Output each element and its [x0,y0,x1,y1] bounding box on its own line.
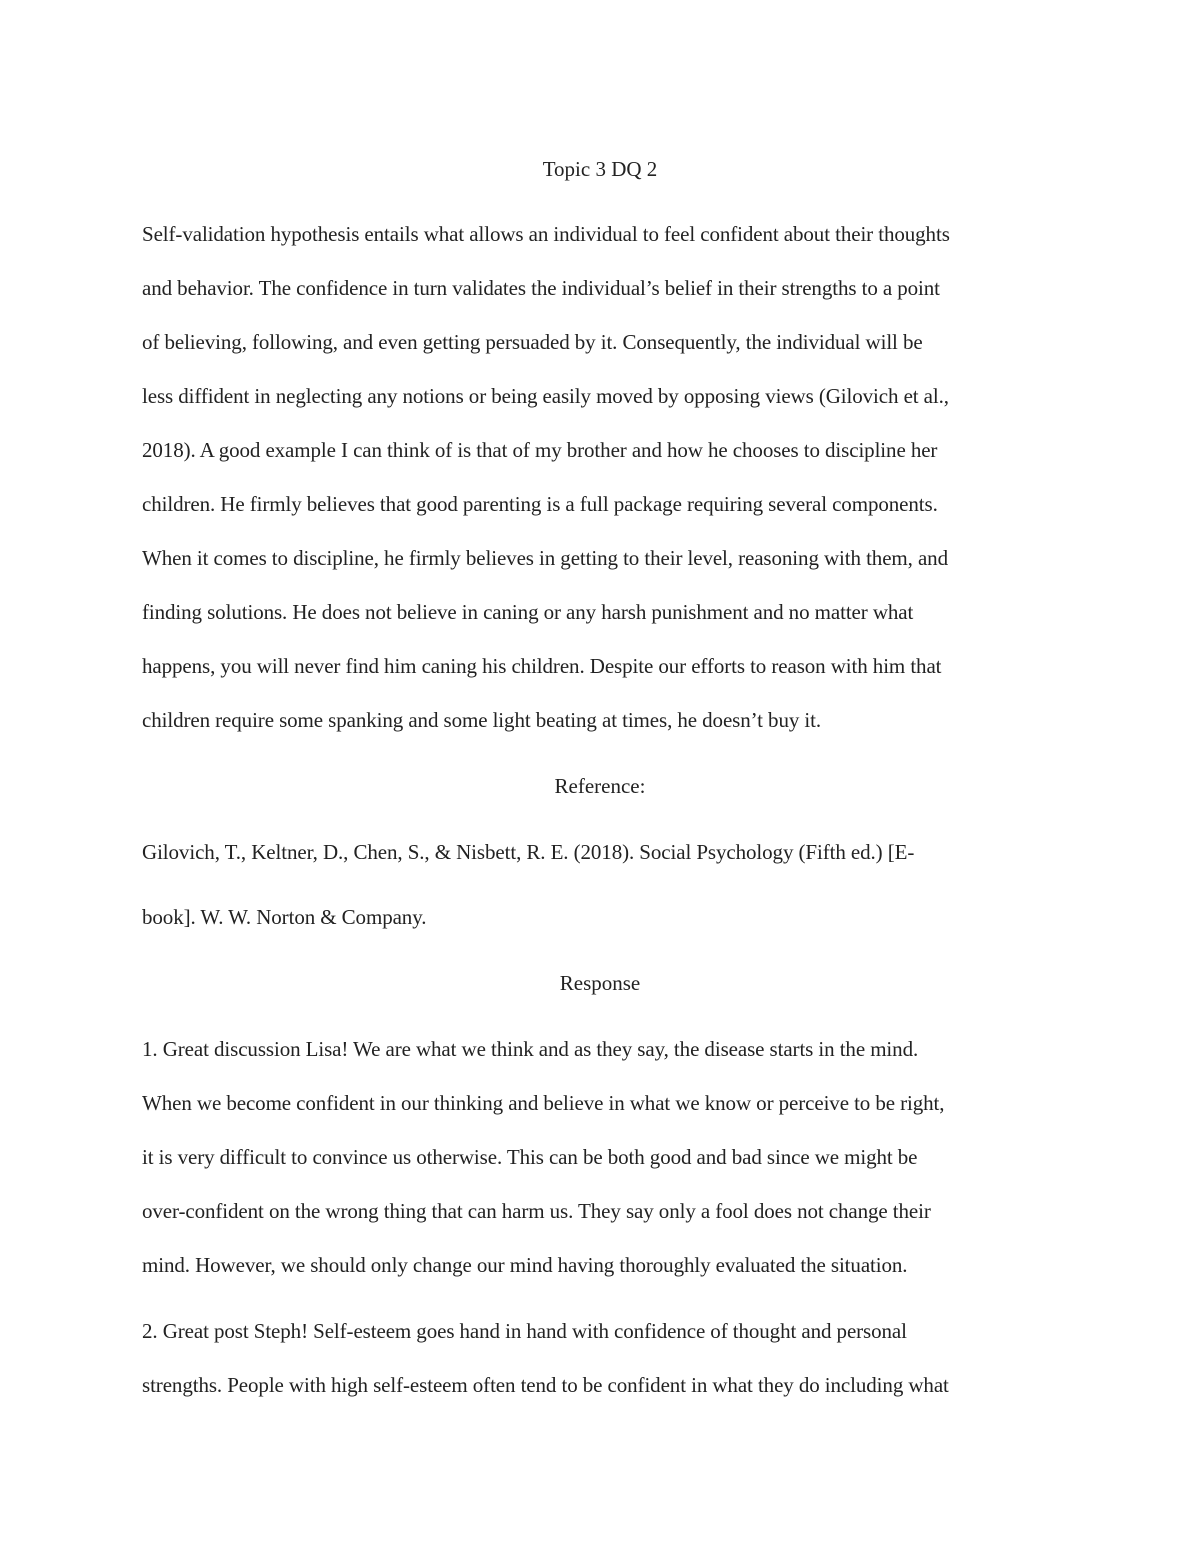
body-line: 2018). A good example I can think of is that of my brother and how he chooses to discipline her [142,438,938,462]
body-line: less diffident in neglecting any notions or being easily moved by opposing views (Gilovich et al., [142,384,949,408]
response-1-line: over-confident on the wrong thing that can harm us. They say only a fool does not change their [142,1199,931,1223]
body-line: children. He firmly believes that good parenting is a full package requiring several components. [142,492,938,516]
response-heading: Response [559,971,641,995]
response-1-line: 1. Great discussion Lisa! We are what we think and as they say, the disease starts in the mind. [142,1037,919,1061]
body-line: happens, you will never find him caning his children. Despite our efforts to reason with him that [142,654,942,678]
body-line: and behavior. The confidence in turn validates the individual’s belief in their strengths to a point [142,276,940,300]
body-line: When it comes to discipline, he firmly believes in getting to their level, reasoning with them, and [142,546,948,570]
body-line: Self-validation hypothesis entails what allows an individual to feel confident about their thoughts [142,222,950,246]
body-line: of believing, following, and even getting persuaded by it. Consequently, the individual will be [142,330,923,354]
body-line: finding solutions. He does not believe in caning or any harsh punishment and no matter what [142,600,914,624]
body-line: children require some spanking and some light beating at times, he doesn’t buy it. [142,708,822,732]
response-1-line: it is very difficult to convince us otherwise. This can be both good and bad since we might be [142,1145,918,1169]
response-1-line: mind. However, we should only change our mind having thoroughly evaluated the situation. [142,1253,908,1277]
document-title: Topic 3 DQ 2 [542,157,658,181]
reference-line: book]. W. W. Norton & Company. [142,905,427,929]
response-2-line: strengths. People with high self-esteem often tend to be confident in what they do including what [142,1373,949,1397]
response-2-line: 2. Great post Steph! Self-esteem goes hand in hand with confidence of thought and personal [142,1319,907,1343]
reference-line: Gilovich, T., Keltner, D., Chen, S., & Nisbett, R. E. (2018). Social Psychology (Fifth ed.) [E- [142,840,915,864]
response-1-line: When we become confident in our thinking and believe in what we know or perceive to be right, [142,1091,945,1115]
reference-heading: Reference: [554,774,646,798]
